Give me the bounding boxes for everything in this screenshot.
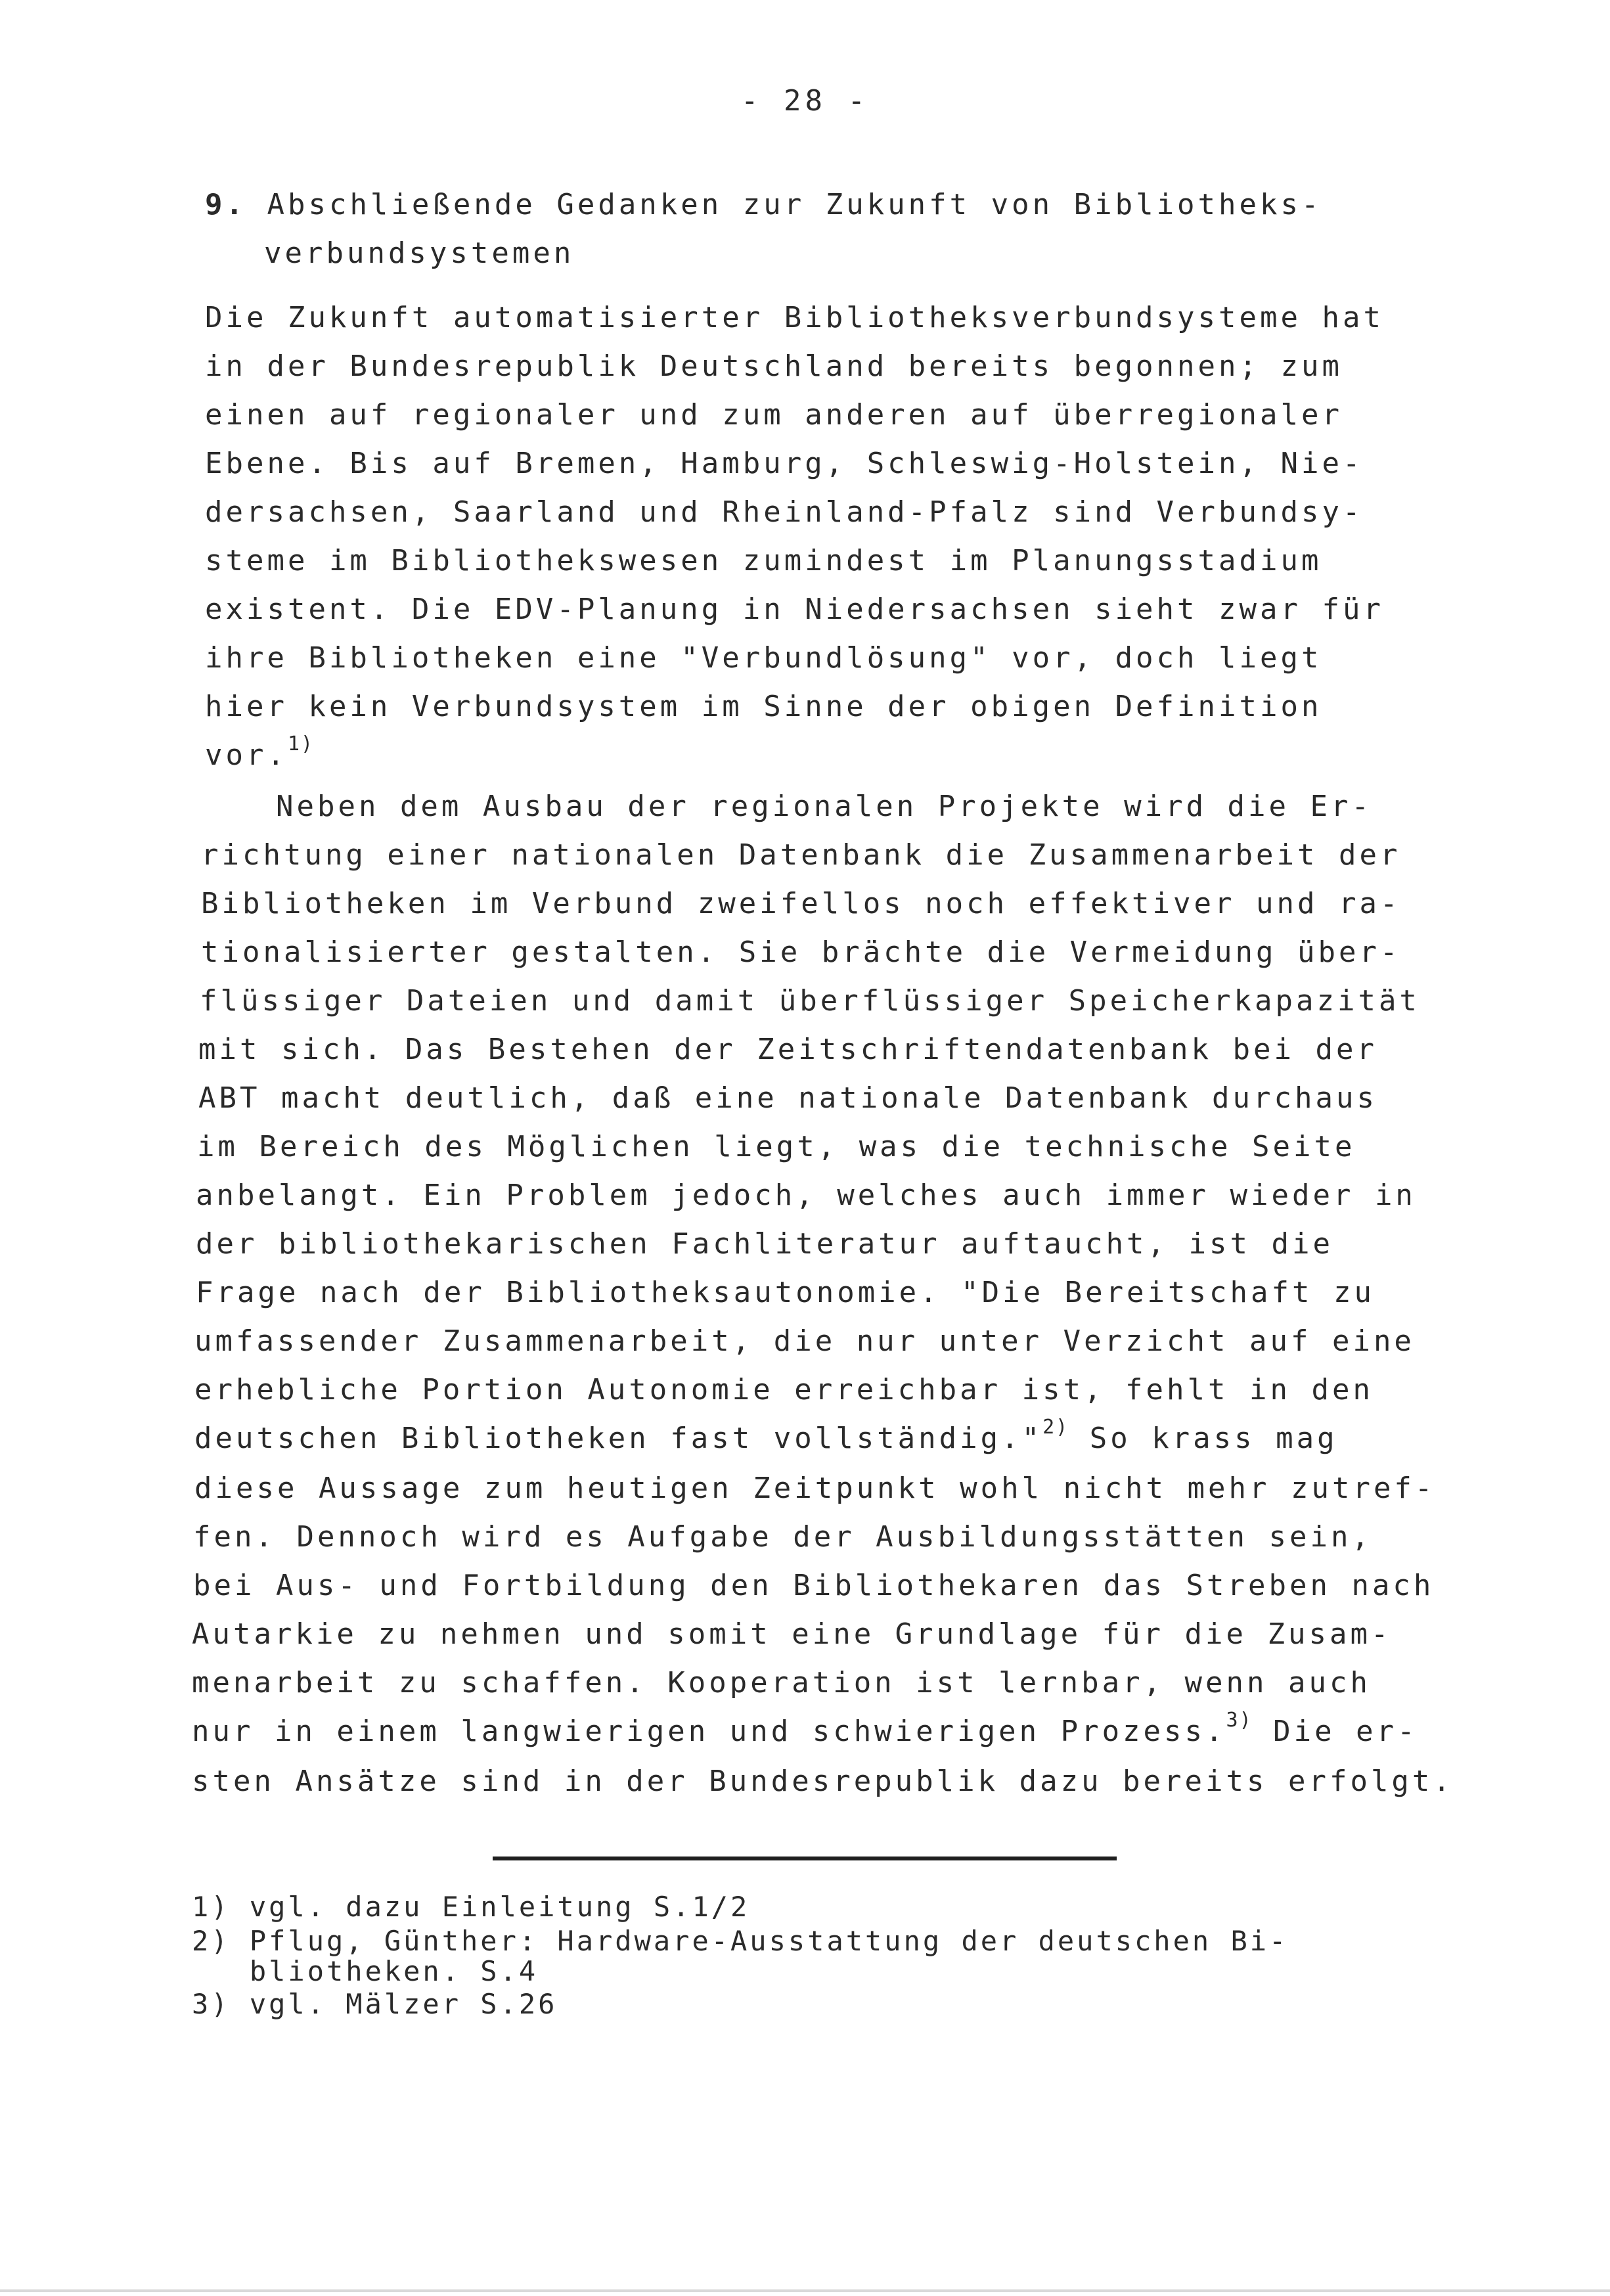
- text-segment: nur in einem langwierigen und schwierigen Prozess.: [192, 1715, 1226, 1748]
- text-line: flüssiger Dateien und damit überflüssiger Speicherkapazität: [200, 984, 1420, 1018]
- text-line: ABT macht deutlich, daß eine nationale Datenbank durchaus: [198, 1081, 1377, 1115]
- text-line: Neben dem Ausbau der regionalen Projekte wird die Er-: [276, 790, 1372, 823]
- text-line: [192, 1709, 1418, 1748]
- text-segment: deutschen Bibliotheken fast vollständig.": [194, 1422, 1043, 1455]
- text-line: Ebene. Bis auf Bremen, Hamburg, Schleswig-Holstein, Nie-: [205, 447, 1364, 480]
- footnote-1: 1) vgl. dazu Einleitung S.1/2: [192, 1891, 750, 1923]
- text-segment: Die er-: [1252, 1715, 1418, 1748]
- text-line: ihre Bibliotheken eine "Verbundlösung" vor, doch liegt: [205, 641, 1322, 675]
- text-line: sten Ansätze sind in der Bundesrepublik dazu bereits erfolgt.: [192, 1765, 1454, 1798]
- section-number: 9.: [205, 188, 246, 221]
- text-line: tionalisierter gestalten. Sie brächte die Vermeidung über-: [201, 935, 1401, 969]
- text-line: richtung einer nationalen Datenbank die Zusammenarbeit der: [201, 838, 1401, 872]
- text-line: Die Zukunft automatisierter Bibliotheksverbundsysteme hat: [205, 301, 1384, 334]
- scan-edge: [0, 2289, 1610, 2292]
- footnote-3: 3) vgl. Mälzer S.26: [192, 1988, 558, 2020]
- text-line: diese Aussage zum heutigen Zeitpunkt wohl nicht mehr zutref-: [194, 1472, 1436, 1505]
- text-line: existent. Die EDV-Planung in Niedersachsen sieht zwar für: [205, 593, 1384, 626]
- text-line: steme im Bibliothekswesen zumindest im Planungsstadium: [205, 544, 1322, 577]
- text-line: mit sich. Das Bestehen der Zeitschriftendatenbank bei der: [198, 1033, 1377, 1066]
- text-line: fen. Dennoch wird es Aufgabe der Ausbildungsstätten sein,: [193, 1520, 1372, 1554]
- text-line: im Bereich des Möglichen liegt, was die technische Seite: [197, 1130, 1356, 1163]
- text-segment: vor.: [205, 738, 288, 772]
- section-title-line-2: verbundsystemen: [264, 236, 575, 270]
- section-heading: [205, 188, 1322, 221]
- text-line: anbelangt. Ein Problem jedoch, welches auch immer wieder in: [196, 1179, 1416, 1212]
- text-segment: So krass mag: [1069, 1422, 1338, 1455]
- text-line: Frage nach der Bibliotheksautonomie. "Die Bereitschaft zu: [196, 1276, 1375, 1309]
- text-line: [194, 1416, 1338, 1455]
- footnote-2-continued: bliotheken. S.4: [192, 1955, 539, 1987]
- text-line: der bibliothekarischen Fachliteratur auftaucht, ist die: [196, 1227, 1333, 1261]
- footnote-ref-2: 2): [1042, 1416, 1069, 1439]
- text-line: erhebliche Portion Autonomie erreichbar ist, fehlt in den: [194, 1373, 1374, 1407]
- text-line: einen auf regionaler und zum anderen auf überregionaler: [205, 398, 1343, 432]
- page-number: - 28 -: [741, 84, 869, 118]
- footnote-ref-1: 1): [287, 732, 315, 755]
- text-line: Autarkie zu nehmen und somit eine Grundlage für die Zusam-: [192, 1617, 1392, 1651]
- text-line: hier kein Verbundsystem im Sinne der obigen Definition: [205, 690, 1322, 723]
- text-line: bei Aus- und Fortbildung den Bibliothekaren das Streben nach: [193, 1569, 1435, 1602]
- text-line: umfassender Zusammenarbeit, die nur unter Verzicht auf eine: [194, 1324, 1415, 1358]
- footnote-separator: [493, 1857, 1117, 1860]
- text-line: [205, 732, 315, 772]
- text-line: Bibliotheken im Verbund zweifellos noch effektiver und ra-: [201, 887, 1401, 920]
- section-title-line-1: Abschließende Gedanken zur Zukunft von Bibliotheks-: [267, 188, 1322, 221]
- text-line: in der Bundesrepublik Deutschland bereits begonnen; zum: [205, 349, 1343, 383]
- text-line: menarbeit zu schaffen. Kooperation ist lernbar, wenn auch: [192, 1666, 1371, 1699]
- text-line: dersachsen, Saarland und Rheinland-Pfalz sind Verbundsy-: [205, 495, 1364, 529]
- footnote-2: 2) Pflug, Günther: Hardware-Ausstattung der deutschen Bi-: [192, 1925, 1289, 1957]
- footnote-ref-3: 3): [1226, 1709, 1253, 1732]
